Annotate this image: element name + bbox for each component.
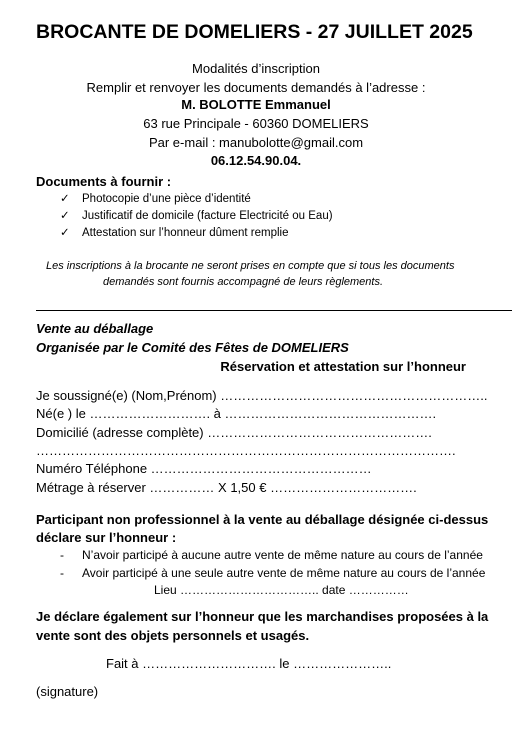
modalites-heading: Modalités d’inscription	[192, 61, 320, 76]
field-fait-a[interactable]: Fait à …………………………. le …………………..	[106, 656, 392, 671]
field-metrage[interactable]: Métrage à réserver …………… X 1,50 € …………………………….	[36, 480, 417, 495]
field-nom-prenom[interactable]: Je soussigné(e) (Nom,Prénom) ……………………………………………………..	[36, 388, 488, 403]
vente-label: Vente au déballage	[36, 321, 154, 336]
participant-line-1: Participant non professionnel à la vente au déballage désignée ci-dessus	[36, 512, 489, 527]
contact-address: 63 rue Principale - 60360 DOMELIERS	[143, 116, 369, 131]
document-item: ✓ Attestation sur l’honneur dûment remplie	[60, 227, 289, 239]
field-adresse-suite[interactable]: …………………………………………………………………………………….	[36, 443, 456, 458]
dash-bullet: -	[60, 566, 64, 580]
organiser-label: Organisée par le Comité des Fêtes de DOMELIERS	[36, 340, 349, 355]
reservation-heading: Réservation et attestation sur l’honneur	[220, 359, 466, 374]
contact-email: Par e-mail : manubolotte@gmail.com	[148, 135, 364, 150]
declaration-line-2: vente sont des objets personnels et usagés.	[36, 628, 310, 643]
field-telephone[interactable]: Numéro Téléphone ……………………………………………	[36, 461, 372, 476]
declaration-option-1: - N’avoir participé à aucune autre vente de même nature au cours de l’année	[60, 548, 483, 562]
document-title: BROCANTE DE DOMELIERS - 27 JUILLET 2025	[36, 21, 473, 43]
section-divider	[36, 310, 512, 311]
declaration-option-2: - Avoir participé à une seule autre vente de même nature au cours de l’année	[60, 566, 486, 580]
notice-line-1: Les inscriptions à la brocante ne seront prises en compte que si tous les documents	[46, 260, 455, 272]
dash-bullet: -	[60, 548, 64, 562]
contact-name: M. BOLOTTE Emmanuel	[181, 97, 331, 112]
field-naissance[interactable]: Né(e ) le ………………………. à ………………………………………….	[36, 406, 437, 421]
declaration-line-1: Je déclare également sur l’honneur que les marchandises proposées à la	[36, 609, 489, 624]
signature-label: (signature)	[36, 684, 99, 699]
checkmark-icon: ✓	[60, 193, 70, 205]
document-item: ✓ Justificatif de domicile (facture Electricité ou Eau)	[60, 210, 333, 222]
checkmark-icon: ✓	[60, 227, 70, 239]
modalites-instruction: Remplir et renvoyer les documents demandés à l’adresse :	[86, 80, 426, 95]
field-adresse[interactable]: Domicilié (adresse complète) …………………………………………….	[36, 425, 432, 440]
documents-heading: Documents à fournir :	[36, 174, 172, 189]
notice-line-2: demandés sont fournis accompagné de leurs règlements.	[102, 276, 384, 288]
field-lieu-date[interactable]: Lieu …………………………….. date ……………	[154, 583, 409, 597]
participant-line-2: déclare sur l’honneur :	[36, 530, 177, 545]
checkmark-icon: ✓	[60, 210, 70, 222]
contact-phone: 06.12.54.90.04.	[210, 153, 302, 168]
document-item: ✓ Photocopie d’une pièce d’identité	[60, 193, 251, 205]
